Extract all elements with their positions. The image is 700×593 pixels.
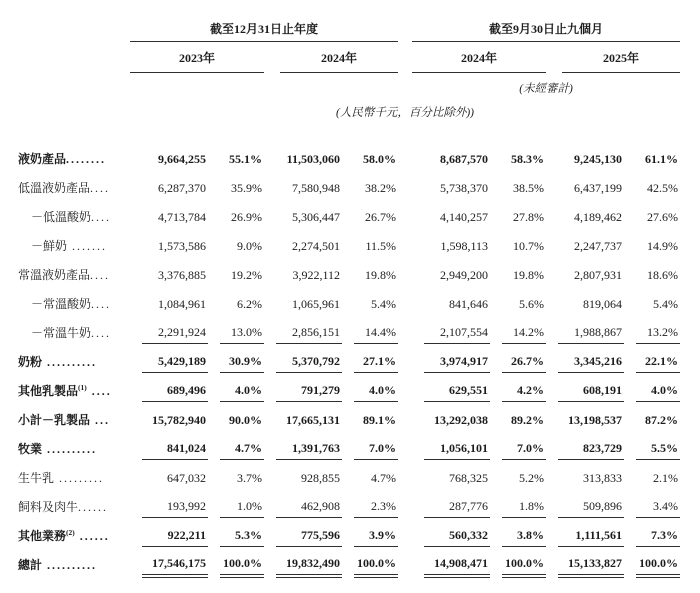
percent-cell: 14.2% [490, 318, 546, 347]
amount-cell: 13,292,038 [434, 412, 489, 427]
percent-cell: 35.9% [231, 180, 262, 195]
amount-cell: 1,111,561 [546, 521, 624, 550]
column-gap [398, 144, 412, 173]
table-row [18, 434, 680, 463]
amount-cell: 823,729 [546, 434, 624, 463]
amount-cell: 17,665,131 [286, 412, 340, 427]
amount-cell: 2,247,737 [574, 238, 623, 253]
percent-cell: 27.8% [513, 209, 545, 224]
percent-cell: 7.3% [624, 521, 680, 550]
column-gap [398, 405, 412, 434]
percent-cell: 100.0% [624, 550, 680, 579]
percent-cell: 3.4% [624, 492, 680, 521]
amount-cell: 768,325 [449, 470, 489, 485]
table-row [18, 521, 680, 550]
row-label: －鮮奶 ....... [31, 239, 108, 253]
table-row [18, 202, 680, 231]
amount-cell: 1,391,763 [264, 434, 342, 463]
percent-cell: 3.8% [490, 521, 546, 550]
table-row [18, 173, 680, 202]
footnote-marker: (2) [66, 528, 75, 537]
percent-cell: 100.0% [490, 550, 546, 579]
amount-cell: 5,429,189 [130, 347, 208, 376]
period-group-fy-title: 截至12月31日止年度 [130, 20, 398, 42]
amount-cell: 2,949,200 [440, 267, 489, 282]
percent-cell: 26.7% [490, 347, 546, 376]
row-label: 常溫液奶產品.... [18, 268, 111, 282]
percent-cell: 38.2% [365, 180, 397, 195]
percent-cell: 3.9% [342, 521, 398, 550]
percent-cell: 19.8% [513, 267, 545, 282]
amount-cell: 1,084,961 [158, 296, 206, 311]
percent-cell: 100.0% [342, 550, 398, 579]
table-body [18, 144, 680, 579]
percent-cell: 13.0% [208, 318, 264, 347]
label-column-header [18, 14, 130, 42]
percent-cell: 30.9% [208, 347, 264, 376]
column-gap [398, 550, 412, 579]
table-row [18, 492, 680, 521]
column-gap [398, 14, 412, 42]
amount-cell: 1,598,113 [440, 238, 489, 253]
row-label: 其他業務$^{(2)}$ ...... [18, 528, 110, 543]
percent-cell: 1.8% [490, 492, 546, 521]
amount-cell: 509,896 [546, 492, 624, 521]
amount-cell: 4,140,257 [440, 209, 489, 224]
amount-cell: 2,291,924 [130, 318, 208, 347]
percent-cell: 5.2% [519, 470, 545, 485]
percent-cell: 9.0% [237, 238, 262, 253]
percent-cell: 89.2% [511, 412, 545, 427]
year-header-2024-9m: 2024年 [412, 42, 546, 73]
table-row [18, 347, 680, 376]
amount-cell: 11,503,060 [286, 151, 340, 166]
dot-leader: .... [90, 181, 111, 195]
table-row [18, 289, 680, 318]
dot-leader: .... [86, 384, 112, 398]
table-row [18, 260, 680, 289]
percent-cell: 58.0% [363, 151, 397, 166]
percent-cell: 5.3% [208, 521, 264, 550]
dot-leader: ....... [67, 239, 108, 253]
row-label: 其他乳製品$^{(1)}$ .... [18, 383, 112, 398]
percent-cell: 5.5% [624, 434, 680, 463]
year-header-row [18, 42, 680, 73]
column-gap [398, 318, 412, 347]
row-label: －常溫牛奶.... [31, 326, 112, 340]
percent-cell: 19.2% [231, 267, 262, 282]
percent-cell: 4.7% [208, 434, 264, 463]
year-header-2023: 2023年 [130, 42, 264, 73]
amount-cell: 17,546,175 [130, 550, 208, 579]
amount-cell: 462,908 [264, 492, 342, 521]
percent-cell: 4.7% [371, 470, 397, 485]
dot-leader: ......... [54, 471, 105, 485]
percent-cell: 7.0% [342, 434, 398, 463]
percent-cell: 26.7% [365, 209, 397, 224]
amount-cell: 4,713,784 [158, 209, 206, 224]
year-header-2025: 2025年 [546, 42, 680, 73]
percent-cell: 5.4% [371, 296, 397, 311]
percent-cell: 4.2% [490, 376, 546, 405]
amount-cell: 629,551 [412, 376, 490, 405]
dot-leader: ...... [78, 500, 109, 514]
percent-cell: 14.9% [647, 238, 679, 253]
table-row [18, 405, 680, 434]
dot-leader: .......... [42, 355, 98, 369]
column-gap [398, 434, 412, 463]
percent-cell: 4.0% [342, 376, 398, 405]
amount-cell: 2,274,501 [292, 238, 340, 253]
amount-cell: 7,580,948 [292, 180, 340, 195]
percent-cell: 42.5% [647, 180, 679, 195]
amount-cell: 775,596 [264, 521, 342, 550]
percent-cell: 87.2% [645, 412, 679, 427]
amount-cell: 1,573,586 [158, 238, 206, 253]
period-group-header-row [18, 14, 680, 42]
unaudited-note: (未經審計) [519, 83, 573, 95]
dot-leader: .... [91, 210, 112, 224]
percent-cell: 27.6% [647, 209, 679, 224]
percent-cell: 18.6% [647, 267, 679, 282]
percent-cell: 2.3% [342, 492, 398, 521]
segment-revenue-table [18, 14, 680, 579]
amount-cell: 560,332 [412, 521, 490, 550]
column-gap [398, 260, 412, 289]
percent-cell: 90.0% [229, 412, 262, 427]
amount-cell: 2,107,554 [412, 318, 490, 347]
amount-cell: 3,376,885 [158, 267, 206, 282]
row-label: 奶粉 .......... [18, 355, 98, 369]
units-note-row [18, 96, 680, 144]
percent-cell: 1.0% [208, 492, 264, 521]
amount-cell: 928,855 [301, 470, 340, 485]
amount-cell: 841,646 [449, 296, 489, 311]
column-gap [398, 173, 412, 202]
amount-cell: 6,287,370 [158, 180, 206, 195]
amount-cell: 13,198,537 [568, 412, 623, 427]
percent-cell: 3.7% [237, 470, 262, 485]
percent-cell: 6.2% [237, 296, 262, 311]
percent-cell: 19.8% [365, 267, 397, 282]
column-gap [398, 202, 412, 231]
percent-cell: 5.4% [653, 296, 679, 311]
amount-cell: 791,279 [264, 376, 342, 405]
amount-cell: 9,664,255 [158, 151, 206, 166]
amount-cell: 15,133,827 [546, 550, 624, 579]
column-gap [398, 492, 412, 521]
percent-cell: 13.2% [624, 318, 680, 347]
amount-cell: 3,922,112 [292, 267, 340, 282]
amount-cell: 9,245,130 [574, 151, 623, 166]
table-row [18, 463, 680, 492]
percent-cell: 11.5% [365, 238, 397, 253]
percent-cell: 26.9% [231, 209, 262, 224]
column-gap [398, 42, 412, 73]
amount-cell: 19,832,490 [264, 550, 342, 579]
amount-cell: 193,992 [130, 492, 208, 521]
amount-cell: 8,687,570 [440, 151, 489, 166]
column-gap [398, 289, 412, 318]
table-row [18, 318, 680, 347]
percent-cell: 14.4% [342, 318, 398, 347]
percent-cell: 2.1% [653, 470, 679, 485]
amount-cell: 5,370,792 [264, 347, 342, 376]
amount-cell: 3,974,917 [412, 347, 490, 376]
amount-cell: 14,908,471 [412, 550, 490, 579]
dot-leader: .... [90, 268, 111, 282]
percent-cell: 38.5% [513, 180, 545, 195]
dot-leader: .... [91, 326, 112, 340]
amount-cell: 922,211 [130, 521, 208, 550]
percent-cell: 4.0% [624, 376, 680, 405]
percent-cell: 61.1% [645, 151, 679, 166]
amount-cell: 1,056,101 [412, 434, 490, 463]
row-label: 低溫液奶產品.... [18, 181, 111, 195]
dot-leader: ........ [66, 152, 107, 166]
row-label: 生牛乳 ......... [18, 471, 105, 485]
row-label: 小計－乳製品 ... [18, 413, 111, 427]
table-row [18, 376, 680, 405]
amount-cell: 5,306,447 [292, 209, 340, 224]
amount-cell: 608,191 [546, 376, 624, 405]
amount-cell: 2,807,931 [574, 267, 623, 282]
dot-leader: .......... [42, 558, 98, 572]
amount-cell: 15,782,940 [152, 412, 206, 427]
dot-leader: ...... [74, 529, 110, 543]
percent-cell: 22.1% [624, 347, 680, 376]
percent-cell: 4.0% [208, 376, 264, 405]
amount-cell: 287,776 [412, 492, 490, 521]
amount-cell: 841,024 [130, 434, 208, 463]
percent-cell: 27.1% [342, 347, 398, 376]
percent-cell: 7.0% [490, 434, 546, 463]
period-group-9m [412, 14, 680, 42]
row-label: －低溫酸奶.... [31, 210, 112, 224]
percent-cell: 5.6% [519, 296, 545, 311]
period-group-9m-title: 截至9月30日止九個月 [412, 20, 680, 42]
amount-cell: 819,064 [583, 296, 623, 311]
amount-cell: 313,833 [583, 470, 623, 485]
table-row [18, 550, 680, 579]
percent-cell: 89.1% [363, 412, 397, 427]
column-gap [398, 521, 412, 550]
amount-cell: 3,345,216 [546, 347, 624, 376]
amount-cell: 4,189,462 [574, 209, 623, 224]
row-label: 總計 .......... [18, 558, 98, 572]
column-gap [398, 231, 412, 260]
amount-cell: 647,032 [167, 470, 206, 485]
table-row [18, 231, 680, 260]
units-note: (人民幣千元，百分比除外)) [336, 107, 475, 119]
footnote-marker: (1) [78, 383, 87, 392]
row-label: 牧業 .......... [18, 442, 98, 456]
dot-leader: ... [90, 413, 111, 427]
period-group-fy [130, 14, 398, 42]
column-gap [398, 376, 412, 405]
dot-leader: .... [91, 297, 112, 311]
amount-cell: 6,437,199 [574, 180, 623, 195]
amount-cell: 5,738,370 [440, 180, 489, 195]
percent-cell: 100.0% [208, 550, 264, 579]
row-label: 液奶產品........ [18, 152, 107, 166]
percent-cell: 55.1% [229, 151, 262, 166]
year-header-2024-fy: 2024年 [264, 42, 398, 73]
row-label: －常溫酸奶.... [31, 297, 112, 311]
dot-leader: .......... [42, 442, 98, 456]
percent-cell: 58.3% [511, 151, 545, 166]
amount-cell: 689,496 [130, 376, 208, 405]
amount-cell: 2,856,151 [264, 318, 342, 347]
table-row [18, 144, 680, 173]
percent-cell: 10.7% [513, 238, 545, 253]
unaudited-note-row [18, 73, 680, 96]
amount-cell: 1,988,867 [546, 318, 624, 347]
column-gap [398, 347, 412, 376]
amount-cell: 1,065,961 [292, 296, 340, 311]
row-label: 飼料及肉牛...... [18, 500, 109, 514]
column-gap [398, 463, 412, 492]
